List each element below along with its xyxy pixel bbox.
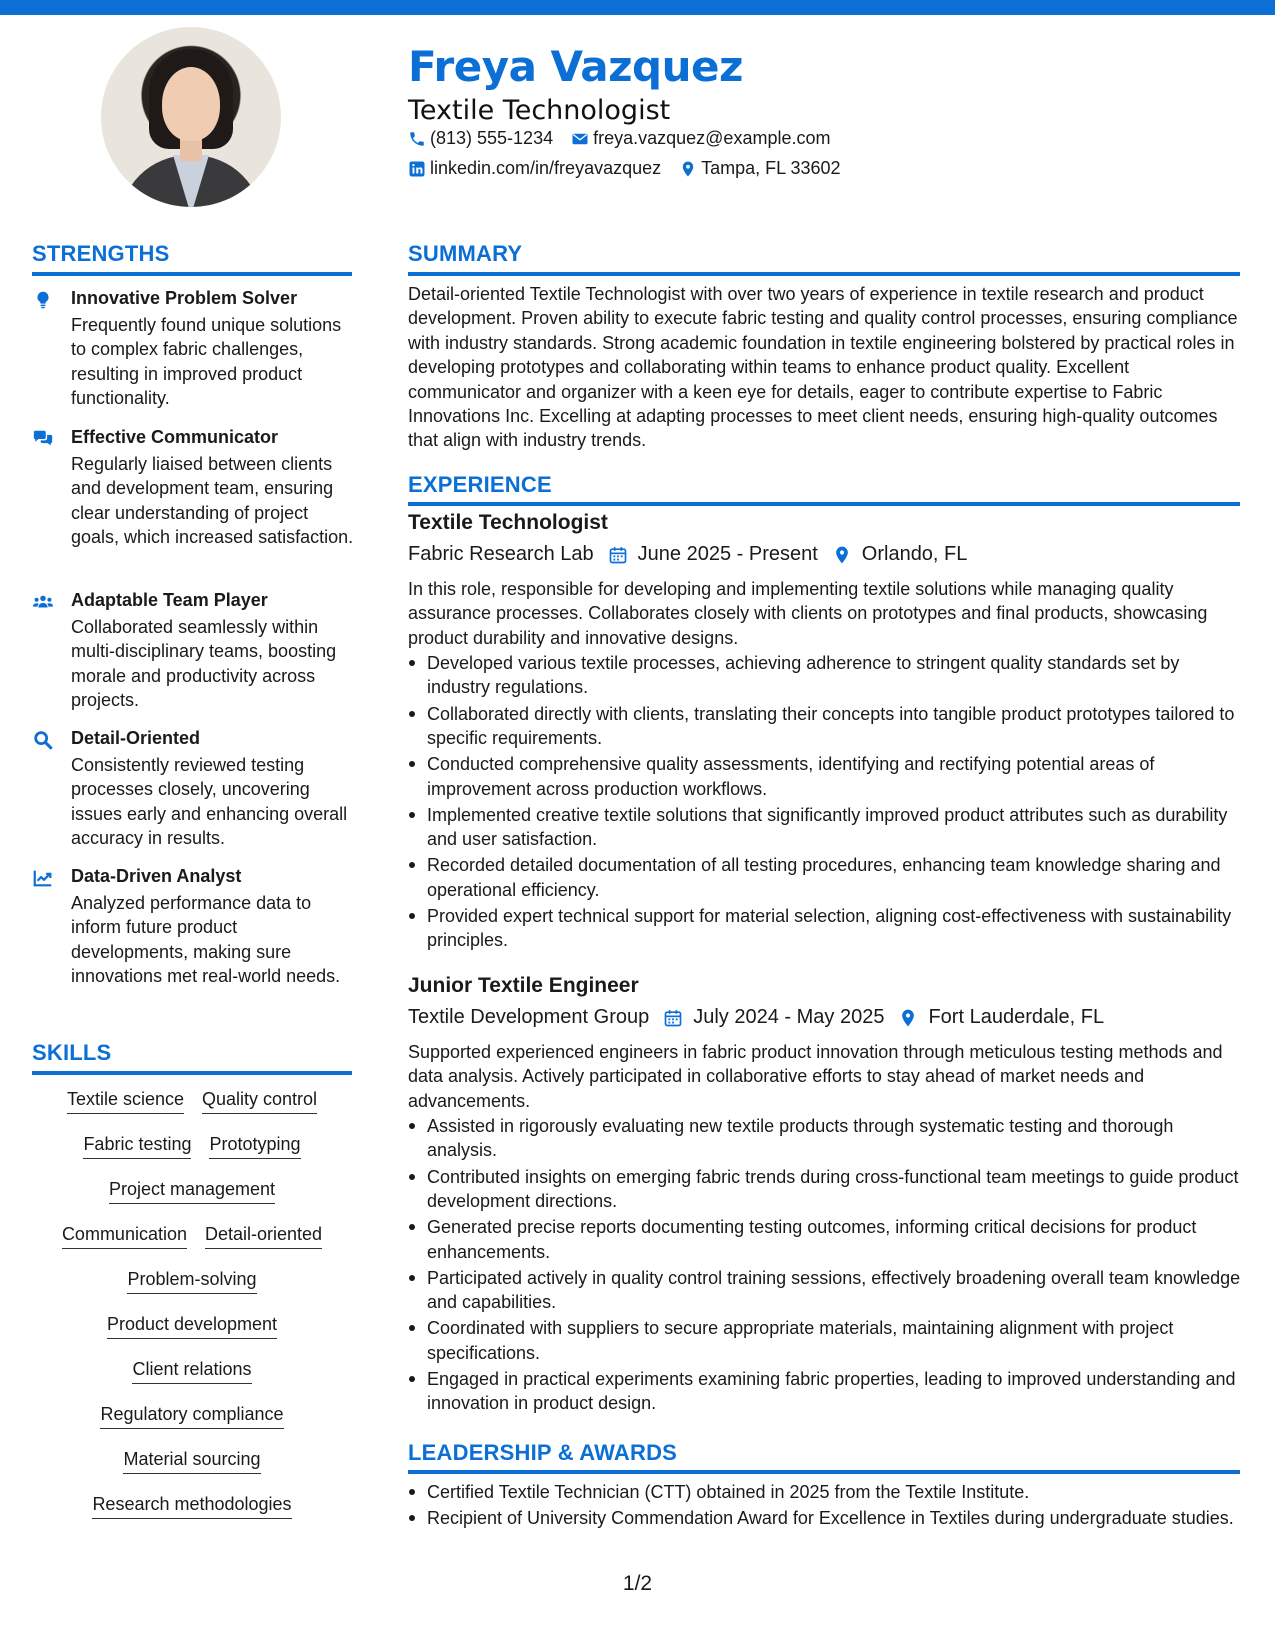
strengths-rule xyxy=(32,272,352,276)
strength-desc: Consistently reviewed testing processes closely, uncovering issues early and enhancing overall accuracy in results. xyxy=(71,755,348,848)
strength-desc: Regularly liaised between clients and development team, ensuring clear understanding of project goals, which increased satisfaction. xyxy=(71,454,354,547)
job-dates xyxy=(608,543,818,566)
awards-rule xyxy=(408,1470,1240,1474)
calendar-icon xyxy=(608,545,628,565)
job-location-text: Fort Lauderdale, FL xyxy=(928,1006,1105,1028)
strength-desc: Analyzed performance data to inform future product developments, making sure innovations met real-world needs. xyxy=(71,893,341,986)
contact-row-2 xyxy=(408,158,859,179)
skill-tag: Problem-solving xyxy=(127,1269,256,1294)
list-item: Implemented creative textile solutions that significantly improved product attributes such as durability and user satisfaction. xyxy=(408,803,1243,852)
list-item: Coordinated with suppliers to secure appropriate materials, maintaining alignment with project specifications. xyxy=(408,1316,1243,1365)
skills-row xyxy=(32,1179,352,1204)
experience-heading: EXPERIENCE xyxy=(408,472,552,497)
job-location-text: Orlando, FL xyxy=(861,543,968,565)
phone-icon xyxy=(408,130,426,148)
list-item: Recipient of University Commendation Award for Excellence in Textiles during undergraduate studies. xyxy=(408,1506,1243,1530)
skill-tag: Research methodologies xyxy=(92,1494,291,1519)
job-dates-text: June 2025 - Present xyxy=(637,543,818,565)
skill-tag: Project management xyxy=(109,1179,275,1204)
job-company: Fabric Research Lab xyxy=(408,543,594,565)
skills-row xyxy=(32,1089,352,1114)
list-item: Certified Textile Technician (CTT) obtained in 2025 from the Textile Institute. xyxy=(408,1480,1243,1504)
skills-row xyxy=(32,1494,352,1519)
map-pin-icon xyxy=(679,160,697,178)
strength-title: Adaptable Team Player xyxy=(71,590,268,610)
skill-tag: Fabric testing xyxy=(83,1134,191,1159)
skill-tag: Client relations xyxy=(132,1359,251,1384)
map-pin-icon xyxy=(832,545,852,565)
page-number: 1/2 xyxy=(622,1572,653,1595)
summary-rule xyxy=(408,272,1240,276)
job-title: Textile Technologist xyxy=(408,511,608,534)
job-description: Supported experienced engineers in fabric product innovation through meticulous testing methods and data analysis. Actively participated in collaborative efforts to stay ahead of market needs and advancements. xyxy=(408,1042,1223,1111)
strengths-heading: STRENGTHS xyxy=(32,241,170,266)
list-item: Contributed insights on emerging fabric trends during cross-functional team meetings to guide product development directions. xyxy=(408,1165,1243,1214)
list-item: Developed various textile processes, achieving adherence to stringent quality standards set by industry regulations. xyxy=(408,651,1243,700)
skills-row xyxy=(32,1224,352,1249)
candidate-name: Freya Vazquez xyxy=(408,42,743,91)
map-pin-icon xyxy=(898,1008,918,1028)
top-accent-bar xyxy=(0,0,1275,15)
chat-bubbles-icon xyxy=(32,428,54,450)
list-item: Conducted comprehensive quality assessments, identifying and rectifying potential areas of improvement across production workflows. xyxy=(408,752,1243,801)
skills-row xyxy=(32,1449,352,1474)
job-meta xyxy=(408,1006,1118,1029)
lightbulb-icon xyxy=(32,289,54,311)
linkedin-icon xyxy=(408,160,426,178)
skill-tag: Prototyping xyxy=(209,1134,300,1159)
awards-list xyxy=(408,1480,1243,1532)
skill-tag: Quality control xyxy=(202,1089,317,1114)
location-contact xyxy=(679,158,840,179)
skill-tag: Product development xyxy=(107,1314,277,1339)
location-text: Tampa, FL 33602 xyxy=(701,158,841,178)
strength-desc: Frequently found unique solutions to complex fabric challenges, resulting in improved product functionality. xyxy=(71,315,342,408)
list-item: Engaged in practical experiments examining fabric properties, leading to improved understanding and innovation in product design. xyxy=(408,1367,1243,1416)
skills-row xyxy=(32,1404,352,1429)
phone-contact xyxy=(408,128,553,149)
list-item: Participated actively in quality control training sessions, effectively broadening overall team knowledge and capabilities. xyxy=(408,1266,1243,1315)
list-item: Assisted in rigorously evaluating new textile products through systematic testing and thorough analysis. xyxy=(408,1114,1243,1163)
job-bullets xyxy=(408,651,1243,955)
strength-title: Effective Communicator xyxy=(71,427,279,447)
job-company: Textile Development Group xyxy=(408,1006,650,1028)
job-meta xyxy=(408,543,981,566)
experience-rule xyxy=(408,502,1240,506)
list-item: Recorded detailed documentation of all testing procedures, enhancing team knowledge sharing and operational efficiency. xyxy=(408,853,1243,902)
linkedin-contact[interactable] xyxy=(408,158,661,179)
trend-chart-icon xyxy=(32,867,54,889)
list-item: Generated precise reports documenting testing outcomes, informing critical decisions for product enhancements. xyxy=(408,1215,1243,1264)
skill-tag: Textile science xyxy=(67,1089,184,1114)
job-bullets xyxy=(408,1114,1243,1418)
phone-text: (813) 555-1234 xyxy=(430,128,554,148)
skills-heading: SKILLS xyxy=(32,1040,112,1065)
skill-tag: Detail-oriented xyxy=(205,1224,322,1249)
job-dates-text: July 2024 - May 2025 xyxy=(693,1006,885,1028)
skills-row xyxy=(32,1314,352,1339)
skill-tag: Communication xyxy=(62,1224,187,1249)
summary-text: Detail-oriented Textile Technologist with over two years of experience in textile research and product development. Proven ability to execute fabric testing and quality control processes, ensuring compliance with industry standards. Strong academic foundation in textile engineering bolstered by practical roles in developing prototypes and collaborating within teams to enhance product quality. Excellent communicator and organizer with a keen eye for details, eager to contribute expertise to Fabric Innovations Inc. Excelling at adapting processes to meet client needs, ensuring high-quality outcomes that align with industry trends. xyxy=(408,284,1238,451)
awards-heading: LEADERSHIP & AWARDS xyxy=(408,1440,678,1465)
job-dates xyxy=(663,1006,884,1029)
skills-row xyxy=(32,1269,352,1294)
team-icon xyxy=(32,591,54,613)
list-item: Collaborated directly with clients, translating their concepts into tangible product prototypes tailored to specific requirements. xyxy=(408,702,1243,751)
skills-row xyxy=(32,1134,352,1159)
skill-tag: Regulatory compliance xyxy=(100,1404,283,1429)
strength-title: Data-Driven Analyst xyxy=(71,866,242,886)
job-location xyxy=(832,543,968,566)
job-title: Junior Textile Engineer xyxy=(408,974,639,997)
strength-title: Innovative Problem Solver xyxy=(71,288,298,308)
skill-tag: Material sourcing xyxy=(123,1449,260,1474)
linkedin-text: linkedin.com/in/freyavazquez xyxy=(430,158,662,178)
profile-photo xyxy=(101,27,281,207)
skills-rule xyxy=(32,1071,352,1075)
search-icon xyxy=(32,729,54,751)
strength-desc: Collaborated seamlessly within multi-disciplinary teams, boosting morale and productivity across projects. xyxy=(71,617,337,710)
list-item: Provided expert technical support for material selection, aligning cost-effectiveness with sustainability principles. xyxy=(408,904,1243,953)
email-text: freya.vazquez@example.com xyxy=(593,128,831,148)
skills-row xyxy=(32,1359,352,1384)
summary-heading: SUMMARY xyxy=(408,241,523,266)
candidate-title: Textile Technologist xyxy=(408,95,671,126)
envelope-icon xyxy=(571,130,589,148)
calendar-icon xyxy=(663,1008,683,1028)
contact-row-1 xyxy=(408,128,848,149)
strength-title: Detail-Oriented xyxy=(71,728,201,748)
email-contact[interactable] xyxy=(571,128,830,149)
job-location xyxy=(898,1006,1104,1029)
job-description: In this role, responsible for developing and implementing textile solutions while managing quality assurance processes. Collaborates closely with clients on prototypes and final products, showcasing product durability and innovative designs. xyxy=(408,579,1208,648)
